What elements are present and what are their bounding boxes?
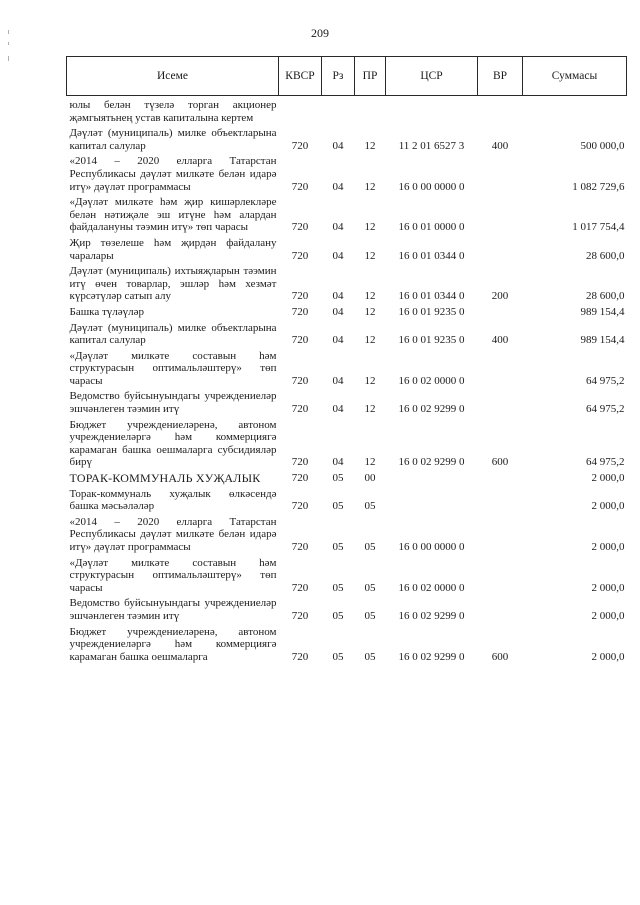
cell-vr [478,513,523,554]
cell-csr: 16 0 01 9235 0 [398,334,465,347]
cell-kvsr: 720 [291,456,309,469]
cell-rz: 05 [332,541,344,553]
cell-pr: 12 [364,305,376,318]
page-number: 209 [311,26,329,40]
table-row [67,554,627,595]
cell-rz: 04 [332,249,344,262]
cell-csr: 16 0 00 0000 0 [398,541,465,553]
cell-kvsr: 720 [291,374,309,387]
cell-sum: 2 000,0 [591,581,625,594]
cell-name: юлы белән түзелә торган акционер җәмгыятьнең устав капиталына кертем [69,99,277,124]
cell-csr: 16 0 01 0344 0 [398,290,465,303]
cell-pr: 12 [364,290,376,303]
header-vr: ВР [478,57,523,96]
table-row [67,513,627,554]
cell-rz: 05 [332,650,344,663]
cell-name: Бюджет учреждениеләренә, автоном учреждениеләргә һәм коммерциягә карамаган башка оешмаларга [69,625,277,663]
cell-sum: 989 154,4 [580,334,625,347]
cell-sum: 500 000,0 [580,139,625,152]
cell-kvsr: 720 [291,650,309,663]
cell-name: Башка түләүләр [69,305,145,318]
cell-kvsr: 720 [291,581,309,594]
cell-sum: 1 017 754,4 [572,221,625,234]
cell-csr: 16 0 01 0000 0 [398,221,465,234]
cell-vr: 400 [491,334,509,347]
cell-name: Торак-коммуналь хуҗалык өлкәсендә башка мәсьәләләр [69,487,277,513]
cell-name: Ведомство буйсынуындагы учреждениеләр эшчәнлеген тәэмин итү [69,390,277,416]
cell-csr [386,485,478,513]
cell-rz: 04 [332,290,344,303]
cell-sum: 2 000,0 [591,650,625,663]
cell-sum: 2 000,0 [591,472,625,485]
table-row [67,193,627,234]
cell-kvsr: 720 [291,305,309,318]
cell-name: «Дәүләт милкәте һәм җир кишәрлекләре белән нәтиҗәле эш итүне һәм алардан файдалануны тәэмин итү» төп чарасы [69,196,277,234]
cell-sum: 2 000,0 [591,609,625,622]
cell-pr: 12 [364,221,376,234]
cell-csr: 16 0 01 0344 0 [398,249,465,262]
cell-vr [478,152,523,193]
cell-kvsr [279,96,322,125]
cell-vr: 400 [491,139,509,152]
cell-vr [478,347,523,388]
cell-kvsr: 720 [291,334,309,347]
cell-rz: 04 [332,139,344,152]
cell-name: ТОРАК-КОММУНАЛЬ ХУҖАЛЫК [69,471,261,486]
table-row [67,124,627,152]
table-row [67,623,627,664]
cell-vr [478,469,523,485]
cell-rz: 04 [332,334,344,347]
cell-rz: 04 [332,221,344,234]
table-header [67,57,627,96]
cell-vr [478,594,523,622]
cell-vr [478,387,523,415]
table-row [67,594,627,622]
cell-pr: 05 [364,581,376,594]
cell-csr [386,96,478,125]
cell-kvsr: 720 [291,290,309,303]
cell-pr: 12 [364,374,376,387]
cell-kvsr: 720 [291,541,309,553]
budget-table [66,56,627,663]
cell-pr: 12 [364,334,376,347]
cell-rz: 05 [332,500,344,513]
cell-csr [386,469,478,485]
cell-sum: 2 000,0 [591,500,625,513]
cell-name: Дәүләт (муниципаль) милке объектларына капитал салулар [69,127,277,152]
cell-sum: 2 000,0 [591,541,625,553]
section-row [67,469,627,485]
table-row [67,96,627,125]
cell-pr: 12 [364,403,376,416]
cell-name: Дәүләт (муниципаль) милке объектларына капитал салулар [69,321,277,347]
cell-rz: 04 [332,403,344,416]
cell-csr: 16 0 02 9299 0 [398,456,465,469]
header-pr: ПР [355,57,386,96]
cell-csr: 16 0 00 0000 0 [398,180,465,193]
cell-rz: 04 [332,305,344,318]
cell-vr [478,96,523,125]
cell-pr: 05 [364,650,376,663]
table-row [67,319,627,347]
cell-sum: 64 975,2 [586,403,625,416]
table-row [67,303,627,319]
cell-rz: 05 [332,609,344,622]
cell-name: «Дәүләт милкәте составын һәм структурасын оптимальләштерү» төп чарасы [69,349,277,387]
cell-kvsr: 720 [291,180,309,193]
cell-sum: 28 600,0 [586,290,625,303]
margin-mark [8,30,9,34]
cell-name: «2014 – 2020 елларга Татарстан Республикасы дәүләт милкәте белән идарә итү» дәүләт программасы [69,515,277,553]
cell-vr: 600 [491,650,509,663]
cell-pr: 00 [364,472,376,485]
table-row [67,387,627,415]
cell-rz [322,96,355,125]
table-row [67,152,627,193]
header-rz: Рз [322,57,355,96]
cell-sum: 28 600,0 [586,249,625,262]
cell-rz: 05 [332,472,344,485]
cell-vr [478,193,523,234]
cell-pr: 12 [364,249,376,262]
cell-name: Ведомство буйсынуындагы учреждениеләр эшчәнлеген тәэмин итү [69,597,277,622]
table-row [67,347,627,388]
cell-sum: 989 154,4 [580,305,625,318]
cell-rz: 04 [332,374,344,387]
cell-kvsr: 720 [291,221,309,234]
cell-csr: 16 0 02 9299 0 [398,403,465,416]
cell-csr: 16 0 01 9235 0 [398,305,465,318]
cell-sum [523,96,627,125]
cell-rz: 04 [332,180,344,193]
table-body [67,96,627,664]
cell-pr: 05 [364,500,376,513]
cell-vr [478,485,523,513]
cell-csr: 11 2 01 6527 3 [398,139,465,152]
cell-pr: 05 [364,541,376,553]
cell-kvsr: 720 [291,500,309,513]
cell-sum: 64 975,2 [586,374,625,387]
cell-rz: 04 [332,456,344,469]
table-row [67,485,627,513]
cell-kvsr: 720 [291,139,309,152]
cell-sum: 1 082 729,6 [572,180,625,193]
cell-kvsr: 720 [291,249,309,262]
cell-pr: 12 [364,456,376,469]
header-name: Исеме [67,57,279,96]
cell-pr: 12 [364,180,376,193]
cell-kvsr: 720 [291,609,309,622]
cell-vr [478,303,523,319]
cell-pr: 12 [364,139,376,152]
cell-pr: 05 [364,609,376,622]
cell-csr: 16 0 02 0000 0 [398,374,465,387]
cell-name: Җир төзелеше һәм җирдән файдалану чаралары [69,236,277,262]
cell-csr: 16 0 02 0000 0 [398,581,465,594]
cell-vr: 600 [491,456,509,469]
cell-name: «Дәүләт милкәте составын һәм структурасын оптимальләштерү» төп чарасы [69,556,277,594]
cell-rz: 05 [332,581,344,594]
margin-mark [8,42,9,45]
cell-name: Дәүләт (муниципаль) ихтыяҗларын тәэмин итү өчен товарлар, эшләр һәм хезмәт күрсәтүләр сатып алу [69,265,277,303]
cell-csr: 16 0 02 9299 0 [398,650,465,663]
cell-vr [478,554,523,595]
header-sum: Суммасы [523,57,627,96]
margin-mark [8,56,9,61]
cell-vr: 200 [491,290,509,303]
cell-pr [355,96,386,125]
cell-name: Бюджет учреждениеләренә, автоном учреждениеләргә һәм коммерциягә карамаган башка оешмаларга субсидияләр бирү [69,418,277,469]
table-row [67,262,627,303]
cell-kvsr: 720 [291,472,309,485]
cell-name: «2014 – 2020 елларга Татарстан Республикасы дәүләт милкәте белән идарә итү» дәүләт программасы [69,155,277,193]
cell-vr [478,234,523,262]
cell-kvsr: 720 [291,403,309,416]
table-row [67,234,627,262]
header-kvsr: КВСР [279,57,322,96]
table-row [67,416,627,469]
header-csr: ЦСР [386,57,478,96]
cell-csr: 16 0 02 9299 0 [398,609,465,622]
cell-sum: 64 975,2 [586,456,625,469]
